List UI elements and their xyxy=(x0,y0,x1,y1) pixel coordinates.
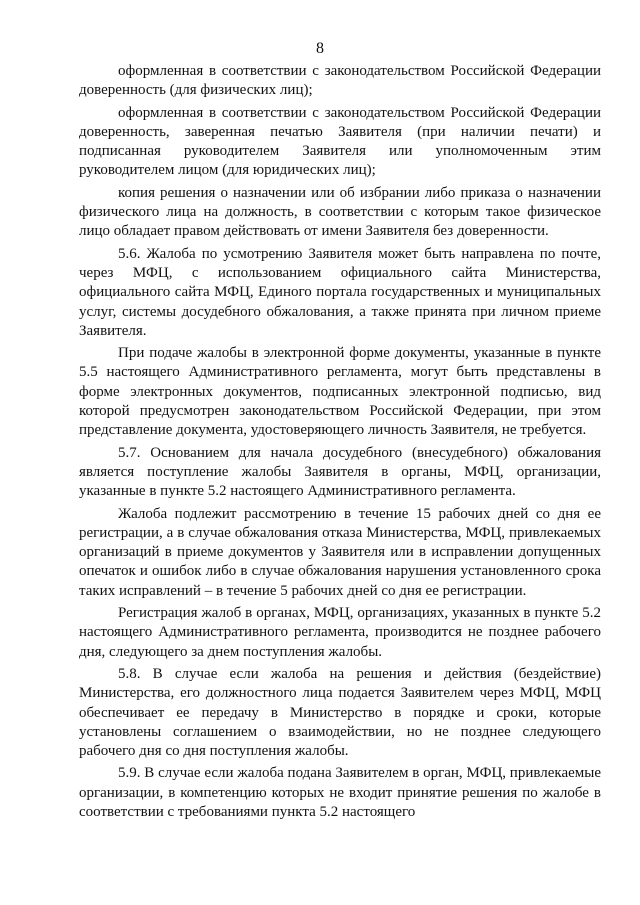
page-number: 8 xyxy=(316,40,324,57)
paragraph-appointment-decision-copy: копия решения о назначении или об избрании либо приказа о назначении физического лица на должность, в соответствии с которым такое физическое лицо обладает правом действовать от имени Заявителя без доверенности. xyxy=(79,184,601,240)
paragraph-5-6: 5.6. Жалоба по усмотрению Заявителя может быть направлена по почте, через МФЦ, с использованием официального сайта Министерства, официального сайта МФЦ, Единого портала государственных и муниципальных услуг, системы досудебного обжалования, а также принята при личном приеме Заявителя. xyxy=(79,245,601,339)
paragraph-5-8: 5.8. В случае если жалоба на решения и действия (бездействие) Министерства, его должностного лица подается Заявителем через МФЦ, МФЦ обеспечивает ее передачу в Министерство в порядке и сроки, которые установлены соглашением о взаимодействии, но не позднее следующего рабочего дня со дня поступления жалобы. xyxy=(79,665,601,760)
document-body xyxy=(79,62,601,825)
paragraph-individual-power-of-attorney: оформленная в соответствии с законодательством Российской Федерации доверенность (для физических лиц); xyxy=(79,63,601,99)
paragraph-legal-entity-power-of-attorney: оформленная в соответствии с законодательством Российской Федерации доверенность, заверенная печатью Заявителя (при наличии печати) и подписанная руководителем Заявителя или уполномоченным этим руководителем лицом (для юридических лиц); xyxy=(79,104,601,179)
paragraph-5-9: 5.9. В случае если жалоба подана Заявителем в орган, МФЦ, привлекаемые организации, в компетенцию которых не входит принятие решения по жалобе в соответствии с требованиями пункта 5.2 настоящего xyxy=(79,765,601,820)
paragraph-5-7: 5.7. Основанием для начала досудебного (внесудебного) обжалования является поступление жалобы Заявителя в органы, МФЦ, организации, указанные в пункте 5.2 настоящего Административного регламента. xyxy=(79,444,601,500)
paragraph-review-period: Жалоба подлежит рассмотрению в течение 15 рабочих дней со дня ее регистрации, а в случае обжалования отказа Министерства, МФЦ, привлекаемых организаций в приеме документов у Заявителя или в исправлении допущенных опечаток и ошибок либо в случае обжалования нарушения установленного срока таких исправлений – в течение 5 рабочих дней со дня ее регистрации. xyxy=(79,505,601,599)
paragraph-registration: Регистрация жалоб в органах, МФЦ, организациях, указанных в пункте 5.2 настоящего Административного регламента, производится не позднее рабочего дня, следующего за днем поступления жалобы. xyxy=(79,605,601,660)
paragraph-electronic-submission: При подаче жалобы в электронной форме документы, указанные в пункте 5.5 настоящего Административного регламента, могут быть представлены в форме электронных документов, подписанных электронной подписью, вид которой предусмотрен законодательством Российской Федерации, при этом представление документа, удостоверяющего личность Заявителя, не требуется. xyxy=(79,345,601,439)
